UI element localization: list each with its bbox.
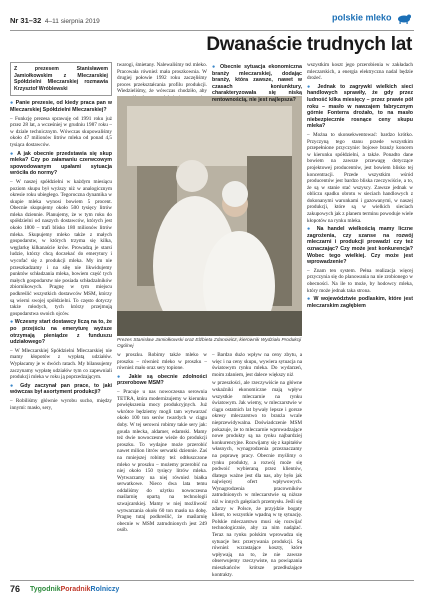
issue-number: Nr 31–32 bbox=[10, 16, 42, 25]
interview-question: ● A jak obecnie przedstawia się skup mleka? Czy po załamaniu czerwcowym spowodowanym upałami sytuacja wróciła do normy? bbox=[10, 151, 112, 177]
interview-question: ● Wczesny start dostawcy liczą na to, że po przejściu na emeryturę wyższe otrzymają pieniądze z funduszu udziałowego? bbox=[10, 319, 112, 345]
article-paragraph: – W Mleczarskiej Spółdzielni Mleczarskiej nie mamy kłopotów z wypłatą udziałów. Wypłacamy je w dwóch ratach. My bilansujemy zaczynamy wypłatę udziałów tym co zapewniali produkcji mleka w roku ją poprzedzającym. bbox=[10, 347, 112, 381]
interview-question: ● Na handel wielkością mamy liczne zagrożenia, czy szanse na rozwój mleczarni i produkcji prowadzi czy też oznaczając? Czy może jest konkurencja? Wobec tego wielkiej. Czy może jest wprowadzenie? bbox=[307, 226, 413, 266]
article-title: Dwanaście trudnych lat bbox=[206, 34, 412, 55]
article-column-3-top bbox=[212, 62, 302, 103]
section-logo bbox=[332, 12, 412, 24]
interview-question: ● Gdy zaczynał pan prace, to jaki wówczas był asortyment produkcji? bbox=[10, 383, 112, 396]
article-column-2-top bbox=[117, 62, 207, 96]
footer-divider bbox=[10, 580, 414, 581]
cow-icon bbox=[396, 12, 412, 24]
article-photo bbox=[117, 96, 302, 336]
interview-question: ● Jakie są obecnie zdolności przerobowe MSM? bbox=[117, 374, 207, 387]
article-paragraph: wszystkim koszt jego przerobienia w zakładach mleczarskich, a energia elektryczna nadal będzie drożeć. bbox=[307, 62, 413, 82]
photo-illustration bbox=[117, 96, 302, 336]
article-column-3-bottom bbox=[212, 352, 302, 576]
section-logo-text: polskie mleko bbox=[331, 12, 392, 23]
interview-question: ● Obecnie sytuacja ekonomiczna branży mleczarskiej, dodając branży, która zawsze, nawet w czasach koniunktury, charakteryzowała się niską rentownością, nie jest najlepsza? bbox=[212, 64, 302, 104]
brand-part-3: Rolniczy bbox=[90, 586, 120, 593]
publication-brand bbox=[30, 586, 119, 593]
photo-caption: Prezes Stanisław Jamiołkowski oraz Elżbieta Zdanowicz, kierownik Wydziału Produkcji Ogólnej bbox=[117, 338, 302, 349]
page-footer bbox=[10, 584, 414, 596]
article-paragraph: – Robiliśmy głównie wyrobu sucho, między innymi: masło, sery, bbox=[10, 397, 112, 411]
page-number: 76 bbox=[10, 584, 21, 594]
issue-info bbox=[10, 16, 100, 25]
article-column-2-bottom bbox=[117, 352, 207, 576]
article-paragraph: – Bardzo dużo wpływ na ceny zbytu, a więc i na ceny skupu, wywiera sytuacja na światowym rynku mleka. Do wydarzeń, moim zdaniem, jest dalece większy niż bbox=[212, 352, 302, 378]
brand-part-2: Poradnik bbox=[60, 586, 91, 593]
article-paragraph: – Można to skonsekwentować: bardzo krótko. Przyczyną tego stanu przede wszystkim przepełnione przyczynie: bojowe branży koncern w kierunku spółdzielni, a także. Ponadto dane bowiem na zawsze przewagę dotyczące projektowej producentów, jest bowiem blisko tej koncentracji. Przede wszystkim wśród producentów jest bardzo bliska rzeczywiście, a to, że są w stanie stać wszyscy. Zawsze jednak w obliczu spadku obrotu w sieciach handlowych z dokonanymi warunkami i gazowanymi, w naszej produkcji, które są w wielkich sieciach zakupowych jak z planem terminu powoduje wiele kłopotów na rynku mleka. bbox=[307, 131, 413, 224]
article-paragraph: w przeszłości, ale rzeczywiście na główne wskaźniki ekonomiczne mają wpływ wszystkie mleczarnie na rynku światowym. Jak wiemy, w mleczarstwie w ciągu ostatnich lat bywały lepsze i gorsze okresy mleczarstwo to branża wcale nieprzewidywalna. Doświadczenie MSM pokazuje, że to mleczarnie wprowadzające nowe produkty są na rynku najbardziej konkurencyjne. Rozwijamy się z kapitałów własnych, wynagrodzenia przeznaczamy na poprawę pracy. Obecnie myślimy o rynku produkty, a rozwój może się podwoić wybieraną przez klientów, dlatego ważne jest dla nas, aby było jak najwięcej ofert wpływowych. Wynagrodzenia pracowników zatrudnionych w mleczarstwie są niższe niż w innych gałęziach przemysłu. Jeśli się zdarzy w Polsce, że przyjdzie bogaty klient, to wszystkie wpadną w tę sytuację. Polskie mleczarstwo musi się rozwijać technologicznie, aby za nim nadążać. Teraz na rynku polskim wprowadza się sytuacje bez przerywania produkcji. Są również wzrastające koszty, które wpływają na to, że nie zawsze obserwujemy rzeczywiste, na powiązania mieszkańców krótsze przedłużające kontrakty. bbox=[212, 380, 302, 578]
article-column-4 bbox=[307, 62, 413, 576]
brand-part-1: Tygodnik bbox=[30, 586, 61, 593]
article-paragraph: – Znam ten system. Pełna realizacja więcej przyczynia się do planowania na nie zrobionego w obecności. Na ile to może, by hodowcy mleka, który może jednak taka strona. bbox=[307, 267, 413, 294]
page-header bbox=[10, 10, 412, 32]
article-paragraph: – W naszej spółdzielni w każdym miesiącu poziom skupu był wyższy niż w analogicznym okresie roku ubiegłego. Tegoroczna dynamika w skupie mleka wynosi bowiem 5 procent. Obecnie skupujemy około 500 tysięcy litrów mleka dziennie. Planujemy, że w tym roku do spółdzielni od naszych dostawców, których jest około 1800 – trafi blisko 180 milionów litrów mleka. Skupujemy mleko także z małych gospodarstw, w których trzyma się kilka, węglarkę kilkanaście krów. Prowadzą je starsi ludzie, którzy chcą doczekać do emerytury i wycofać się z produkcji mleka. My im nie przeszkadzamy i na siłę nie likwidujemy punktów schładzania mleka, bowiem część tych małych gospodarstw nie posiada schładzalników zbiornikowych. Pragnę w tym miejscu podkreślić wszystkich dostawców MSM, którzy są wierni swojej spółdzielni. To często dotyczy także młodych, tych którzy przejmują gospodarstwa swoich ojców. bbox=[10, 178, 112, 317]
interview-question: ● W województwie podlaskim, które jest mleczarskim zagłębiem bbox=[307, 296, 413, 309]
article-paragraph: w proszku. Robimy także mleko w proszku – również mleko w proszku – również mało oraz sery topione. bbox=[117, 352, 207, 372]
article-paragraph: – Pracuje u nas nowoczesna serownia TETRA, która modernizujemy w kierunku powiększenia mocy produkcyjnych. Już wkrótce będziemy mogli tam wytwarzać około 100 ton serów twardych w ciągu doby. W tej serowni robimy takie sery jak: gouda mlecka, aldamer, edamski. Mamy też dwie nowoczesne wieże do produkcji proszku. To wydajne może przerobić nawet milion litrów serwatki dziennie. Zaś na mniejszej robimy też odtłuszczone mleko w proszku – możemy przerobić na niej około 150 tysięcy litrów mleka. Wytwarzamy na niej również białka serwatkowe. Nieco dwa lata temu oddaliśmy do użytku nowoczesna maślarnię opartą na technologii szwajcarskiej. Mamy w niej możliwość wytwarzania około 60 ton masła na dobę. Pragnę tutaj podkreślić, że maślarnię obecnie w MSM zatrudnionych jest 249 osób. bbox=[117, 388, 207, 534]
lead-box bbox=[10, 62, 112, 96]
article-column-1 bbox=[10, 62, 112, 576]
article-lead: Z prezesem Stanisławem Jamiołkowskim z Mleczarskiej Spółdzielni Mleczarskiej rozmawia Krzysztof Wróblewski bbox=[14, 66, 108, 92]
header-divider bbox=[10, 30, 414, 31]
article-paragraph: – Funkcję prezesa sprawuję od 1991 roku już przez 28 lat, a wcześniej w grudniu 1987 roku – w dziale technicznym. Wówczas skupowaliśmy około 47 milionów litrów mleka od ponad 4,5 tysiąca dostawców. bbox=[10, 115, 112, 148]
issue-date: 4–11 sierpnia 2019 bbox=[44, 18, 100, 25]
interview-question: ● Panie prezesie, od kiedy praca pan w Mleczarskiej Spółdzielni Mleczarskiej? bbox=[10, 100, 112, 113]
article-paragraph: twarogi, śmietany. Nalewaliśmy też mleko. Pracowała również mała proszkownia. W drugiej połowie 1992 roku zaczęliśmy proces przekształcania profilu produkcji. Wiedzieliśmy, że wówczas chodziło, aby bbox=[117, 62, 207, 95]
interview-question: ● Jednak to zagrywki wielkich sieci handlowych sprawiły, że gdy przez ludność kilka miesięcy – przez prawie pół roku – masło w nawzajem fabrycznym górnie Fonterra drożało, to na masło niebezpiecznie rosnące ceny skupu mleka? bbox=[307, 84, 413, 130]
